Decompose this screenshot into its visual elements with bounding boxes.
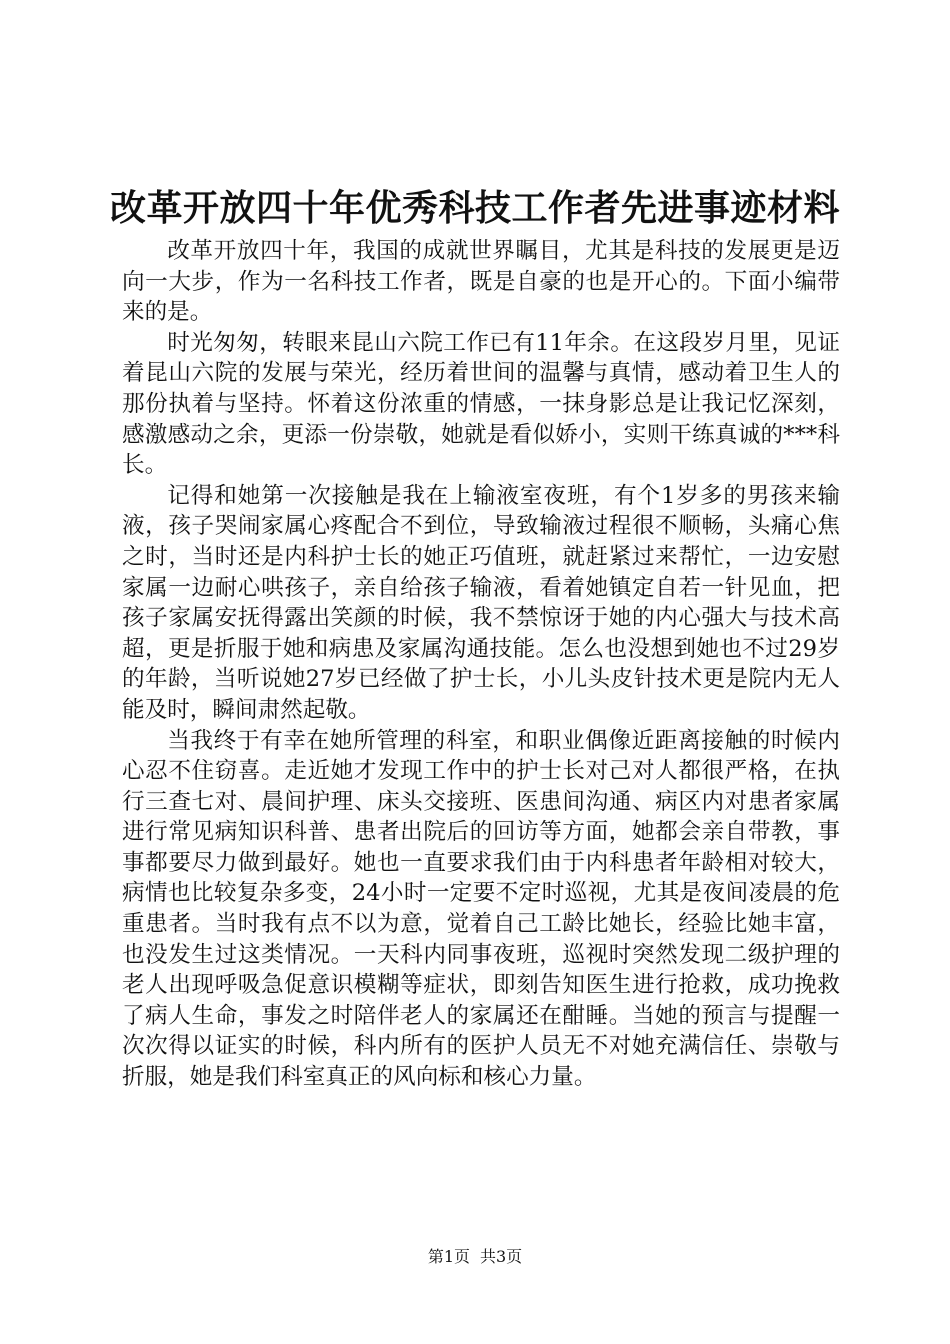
paragraph: 当我终于有幸在她所管理的科室，和职业偶像近距离接触的时候内心忍不住窃喜。走近她才发现工作中的护士长对己对人都很严格，在执行三查七对、晨间护理、床头交接班、医患间沟通、病区内对患者家属进行常见病知识科普、患者出院后的回访等方面，她都会亲自带教，事事都要尽力做到最好。她也一直要求我们由于内科患者年龄相对较大，病情也比较复杂多变，24小时一定要不定时巡视，尤其是夜间凌晨的危重患者。当时我有点不以为意，觉着自己工龄比她长，经验比她丰富，也没发生过这类情况。一天科内同事夜班，巡视时突然发现二级护理的老人出现呼吸急促意识模糊等症状，即刻告知医生进行抢救，成功挽救了病人生命，事发之时陪伴老人的家属还在酣睡。当她的预言与提醒一次次得以证实的时候，科内所有的医护人员无不对她充满信任、崇敬与折服，她是我们科室真正的风向标和核心力量。 [122, 727, 840, 1091]
page-number: 第1页 [427, 1247, 470, 1266]
page-total: 共3页 [480, 1247, 523, 1266]
document-title: 改革开放四十年优秀科技工作者先进事迹材料 [109, 187, 840, 229]
paragraph: 时光匆匆，转眼来昆山六院工作已有11年余。在这段岁月里，见证着昆山六院的发展与荣光，经历着世间的温馨与真情，感动着卫生人的那份执着与坚持。怀着这份浓重的情感，一抹身影总是让我记忆深刻，感激感动之余，更添一份崇敬，她就是看似娇小，实则干练真诚的***科长。 [122, 329, 840, 479]
document-body [122, 236, 840, 1093]
paragraph: 记得和她第一次接触是我在上输液室夜班，有个1岁多的男孩来输液，孩子哭闹家属心疼配合不到位，导致输液过程很不顺畅，头痛心焦之时，当时还是内科护士长的她正巧值班，就赶紧过来帮忙，一边安慰家属一边耐心哄孩子，亲自给孩子输液，看着她镇定自若一针见血，把孩子家属安抚得露出笑颜的时候，我不禁惊讶于她的内心强大与技术高超，更是折服于她和病患及家属沟通技能。怎么也没想到她也不过29岁的年龄，当听说她27岁已经做了护士长，小儿头皮针技术更是院内无人能及时，瞬间肃然起敬。 [122, 482, 840, 723]
page-footer [0, 1247, 950, 1267]
paragraph: 改革开放四十年，我国的成就世界瞩目，尤其是科技的发展更是迈向一大步，作为一名科技工作者，既是自豪的也是开心的。下面小编带来的是。 [122, 238, 840, 326]
